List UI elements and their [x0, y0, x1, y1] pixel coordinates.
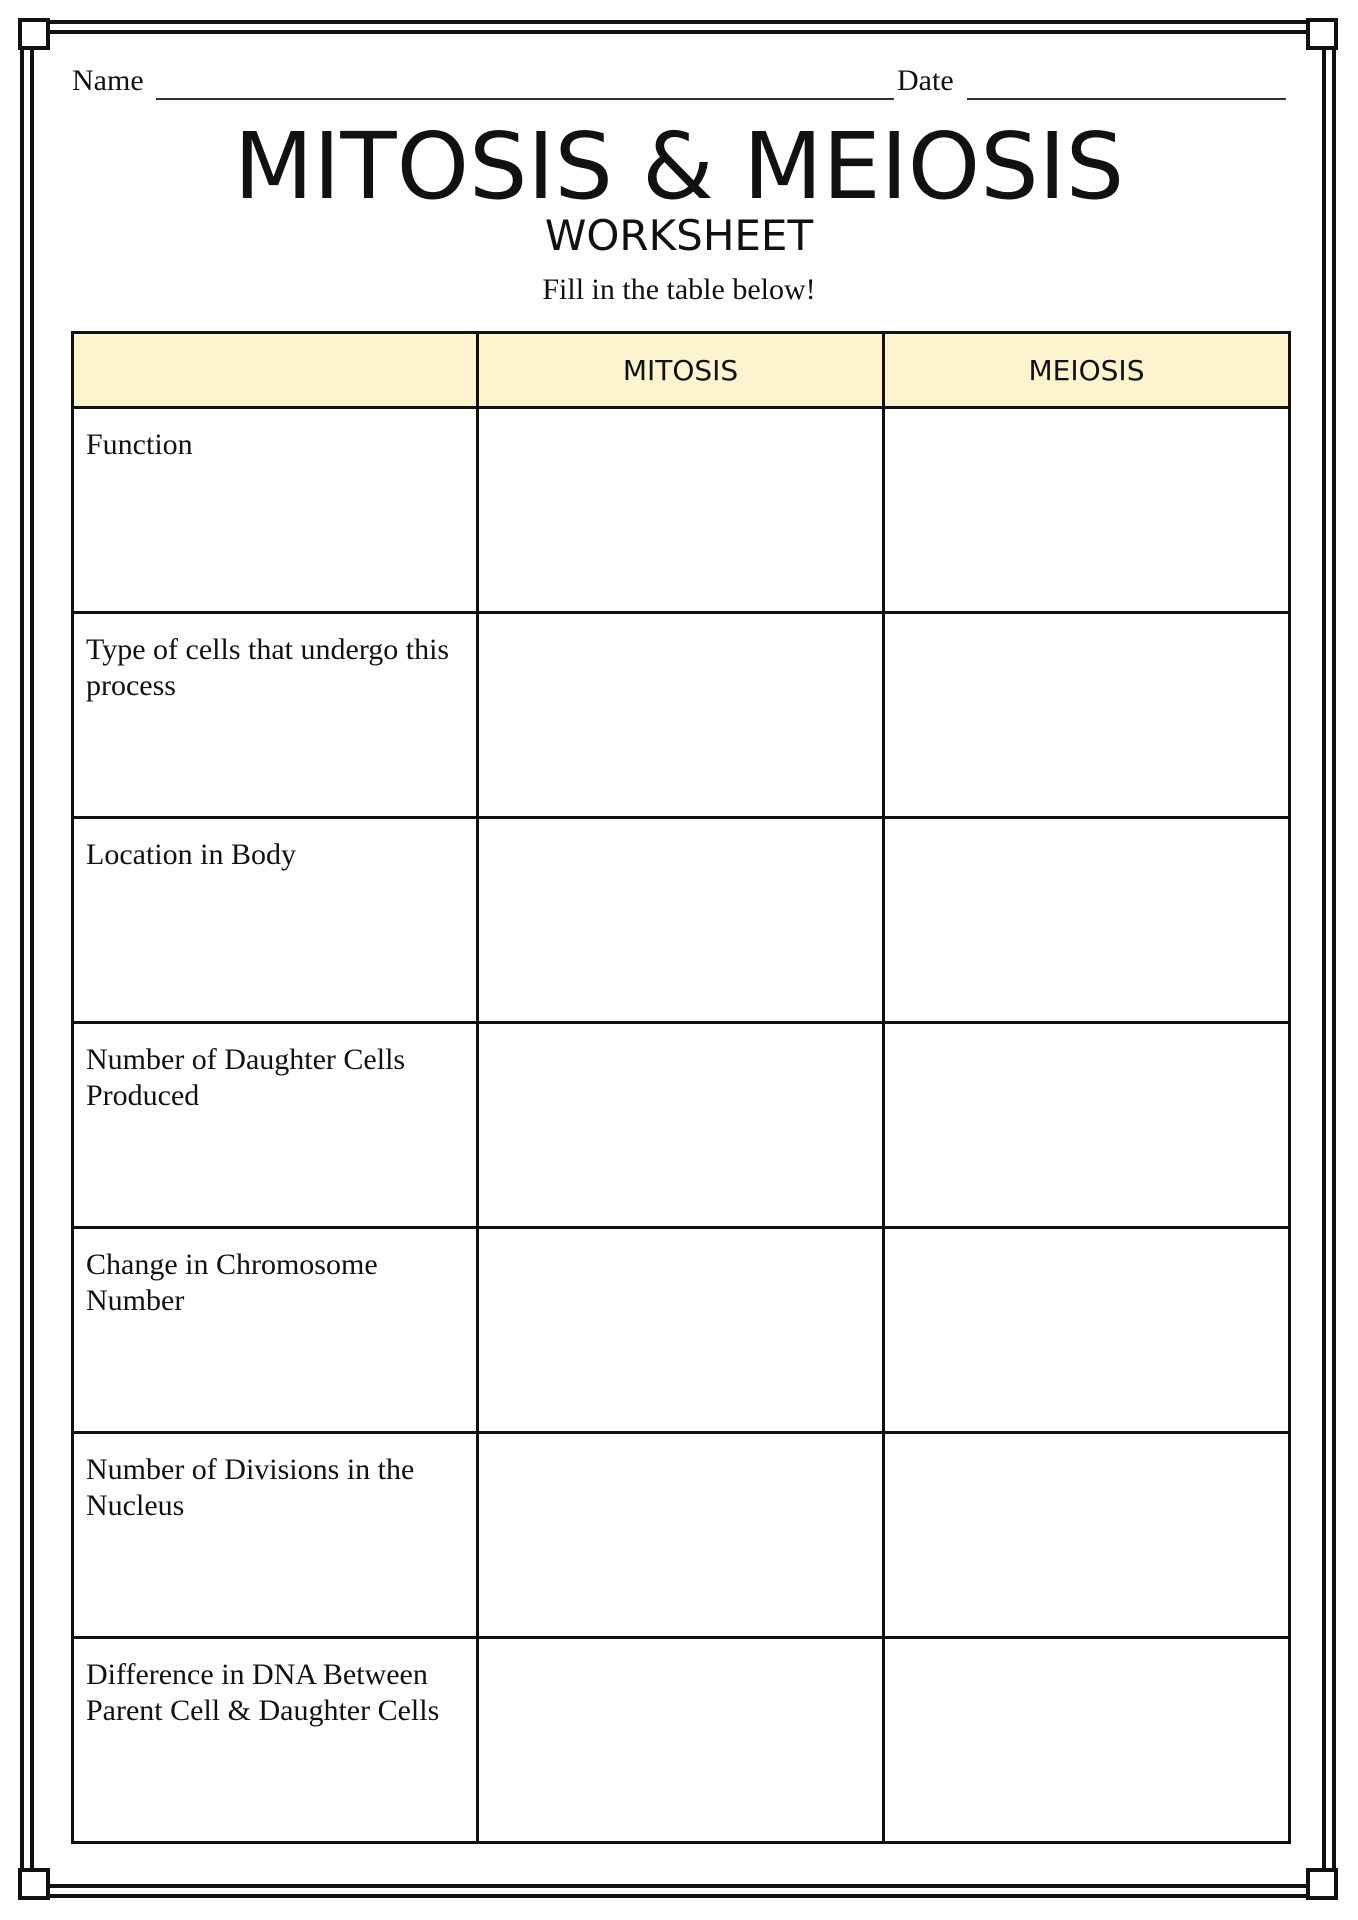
answer-cell-mitosis[interactable] [478, 1638, 884, 1843]
answer-cell-meiosis[interactable] [884, 613, 1290, 818]
row-label-dna-difference: Difference in DNA Between Parent Cell & Daughter Cells [73, 1638, 478, 1843]
header-cell-blank [73, 333, 478, 408]
table-row [73, 1638, 1290, 1843]
name-label: Name [72, 64, 144, 97]
frame-corner-top-left [18, 18, 50, 50]
answer-cell-meiosis[interactable] [884, 1228, 1290, 1433]
row-label-chromosome-change: Change in Chromosome Number [73, 1228, 478, 1433]
row-label-function: Function [73, 408, 478, 613]
date-label: Date [897, 64, 954, 97]
answer-cell-mitosis[interactable] [478, 408, 884, 613]
name-field[interactable] [156, 98, 894, 100]
answer-cell-meiosis[interactable] [884, 818, 1290, 1023]
row-label-location: Location in Body [73, 818, 478, 1023]
answer-cell-mitosis[interactable] [478, 613, 884, 818]
answer-cell-mitosis[interactable] [478, 818, 884, 1023]
frame-corner-bottom-left [18, 1868, 50, 1900]
table-row [73, 1433, 1290, 1638]
frame-corner-bottom-right [1306, 1868, 1338, 1900]
answer-cell-meiosis[interactable] [884, 408, 1290, 613]
date-field[interactable] [967, 98, 1286, 100]
answer-cell-mitosis[interactable] [478, 1228, 884, 1433]
row-label-divisions: Number of Divisions in the Nucleus [73, 1433, 478, 1638]
row-label-cell-type: Type of cells that undergo this process [73, 613, 478, 818]
table-row [73, 1023, 1290, 1228]
answer-cell-meiosis[interactable] [884, 1638, 1290, 1843]
table-row [73, 613, 1290, 818]
header-cell-mitosis: MITOSIS [478, 333, 884, 408]
answer-cell-meiosis[interactable] [884, 1433, 1290, 1638]
page-title: MITOSIS & MEIOSIS [233, 113, 1125, 220]
answer-cell-meiosis[interactable] [884, 1023, 1290, 1228]
table-header-row [73, 333, 1290, 408]
table-row [73, 818, 1290, 1023]
answer-cell-mitosis[interactable] [478, 1433, 884, 1638]
comparison-table [71, 331, 1291, 1844]
name-date-line [72, 58, 1286, 106]
table-row [73, 408, 1290, 613]
frame-corner-top-right [1306, 18, 1338, 50]
answer-cell-mitosis[interactable] [478, 1023, 884, 1228]
page-subtitle: WORKSHEET [544, 211, 814, 260]
row-label-daughter-cells: Number of Daughter Cells Produced [73, 1023, 478, 1228]
header-cell-meiosis: MEIOSIS [884, 333, 1290, 408]
table-row [73, 1228, 1290, 1433]
instruction-text: Fill in the table below! [542, 273, 816, 306]
